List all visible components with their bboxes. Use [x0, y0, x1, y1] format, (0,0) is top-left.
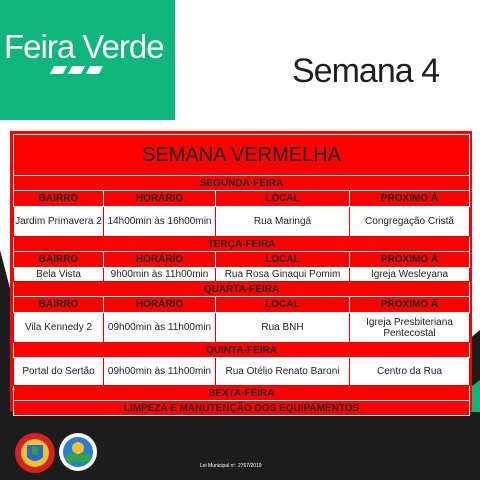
secretary-seal	[58, 432, 98, 472]
cell-proximo: Congregação Cristã	[350, 207, 470, 237]
law-reference: Lei Municipal nº. 2767/2019	[200, 463, 262, 469]
day-header: TERÇA-FEIRA	[14, 237, 470, 252]
column-header: LOCAL	[216, 191, 350, 207]
cell-local: Rua Rosa Ginaqui Pomim	[216, 268, 350, 282]
day-header: SEXTA-FEIRA	[14, 386, 470, 401]
column-header: LOCAL	[216, 297, 350, 313]
cell-horario: 14h00min às 16h00min	[104, 207, 216, 237]
schedule-title: SEMANA VERMELHA	[14, 135, 470, 176]
cell-proximo: Centro da Rua	[350, 358, 470, 386]
column-header: PROXIMO Á	[350, 252, 470, 268]
cell-bairro: Portal do Sertão	[14, 358, 104, 386]
cell-horario: 09h00min às 11h00min	[104, 313, 216, 343]
brand-logo-marks	[52, 66, 101, 74]
column-header: PROXIMO Á	[350, 297, 470, 313]
column-header: BAIRRO	[14, 297, 104, 313]
cell-local: Rua Otélio Renato Baroni	[216, 358, 350, 386]
cell-local: Rua BNH	[216, 313, 350, 343]
day-header: QUARTA-FEIRA	[14, 282, 470, 297]
cell-bairro: Vila Kennedy 2	[14, 313, 104, 343]
day-header: QUINTA-FEIRA	[14, 343, 470, 358]
cell-horario: 9h00min às 11h00min	[104, 268, 216, 282]
column-header: HORÁRIO	[104, 191, 216, 207]
friday-note: LIMPEZA E MANUTENÇÃO DOS EQUIPAMENTOS	[14, 401, 470, 416]
column-header: BAIRRO	[14, 252, 104, 268]
cell-local: Rua Maringá	[216, 207, 350, 237]
schedule-table	[10, 131, 472, 414]
day-header: SEGUNDA-FEIRA	[14, 176, 470, 191]
column-header: PROXIMO Á	[350, 191, 470, 207]
cell-bairro: Bela Vista	[14, 268, 104, 282]
column-header: LOCAL	[216, 252, 350, 268]
column-header: BAIRRO	[14, 191, 104, 207]
municipal-coat-of-arms	[14, 430, 56, 476]
cell-horario: 09h00min às 11h00min	[104, 358, 216, 386]
column-header: HORÁRIO	[104, 252, 216, 268]
cell-bairro: Jardim Primavera 2	[14, 207, 104, 237]
brand-logo-text: Feira Verde	[4, 28, 164, 65]
column-header: HORÁRIO	[104, 297, 216, 313]
week-title: Semana 4	[292, 52, 439, 90]
cell-proximo: Igreja Presbiteriana Pentecostal	[350, 313, 470, 343]
cell-proximo: Igreja Wesleyana	[350, 268, 470, 282]
